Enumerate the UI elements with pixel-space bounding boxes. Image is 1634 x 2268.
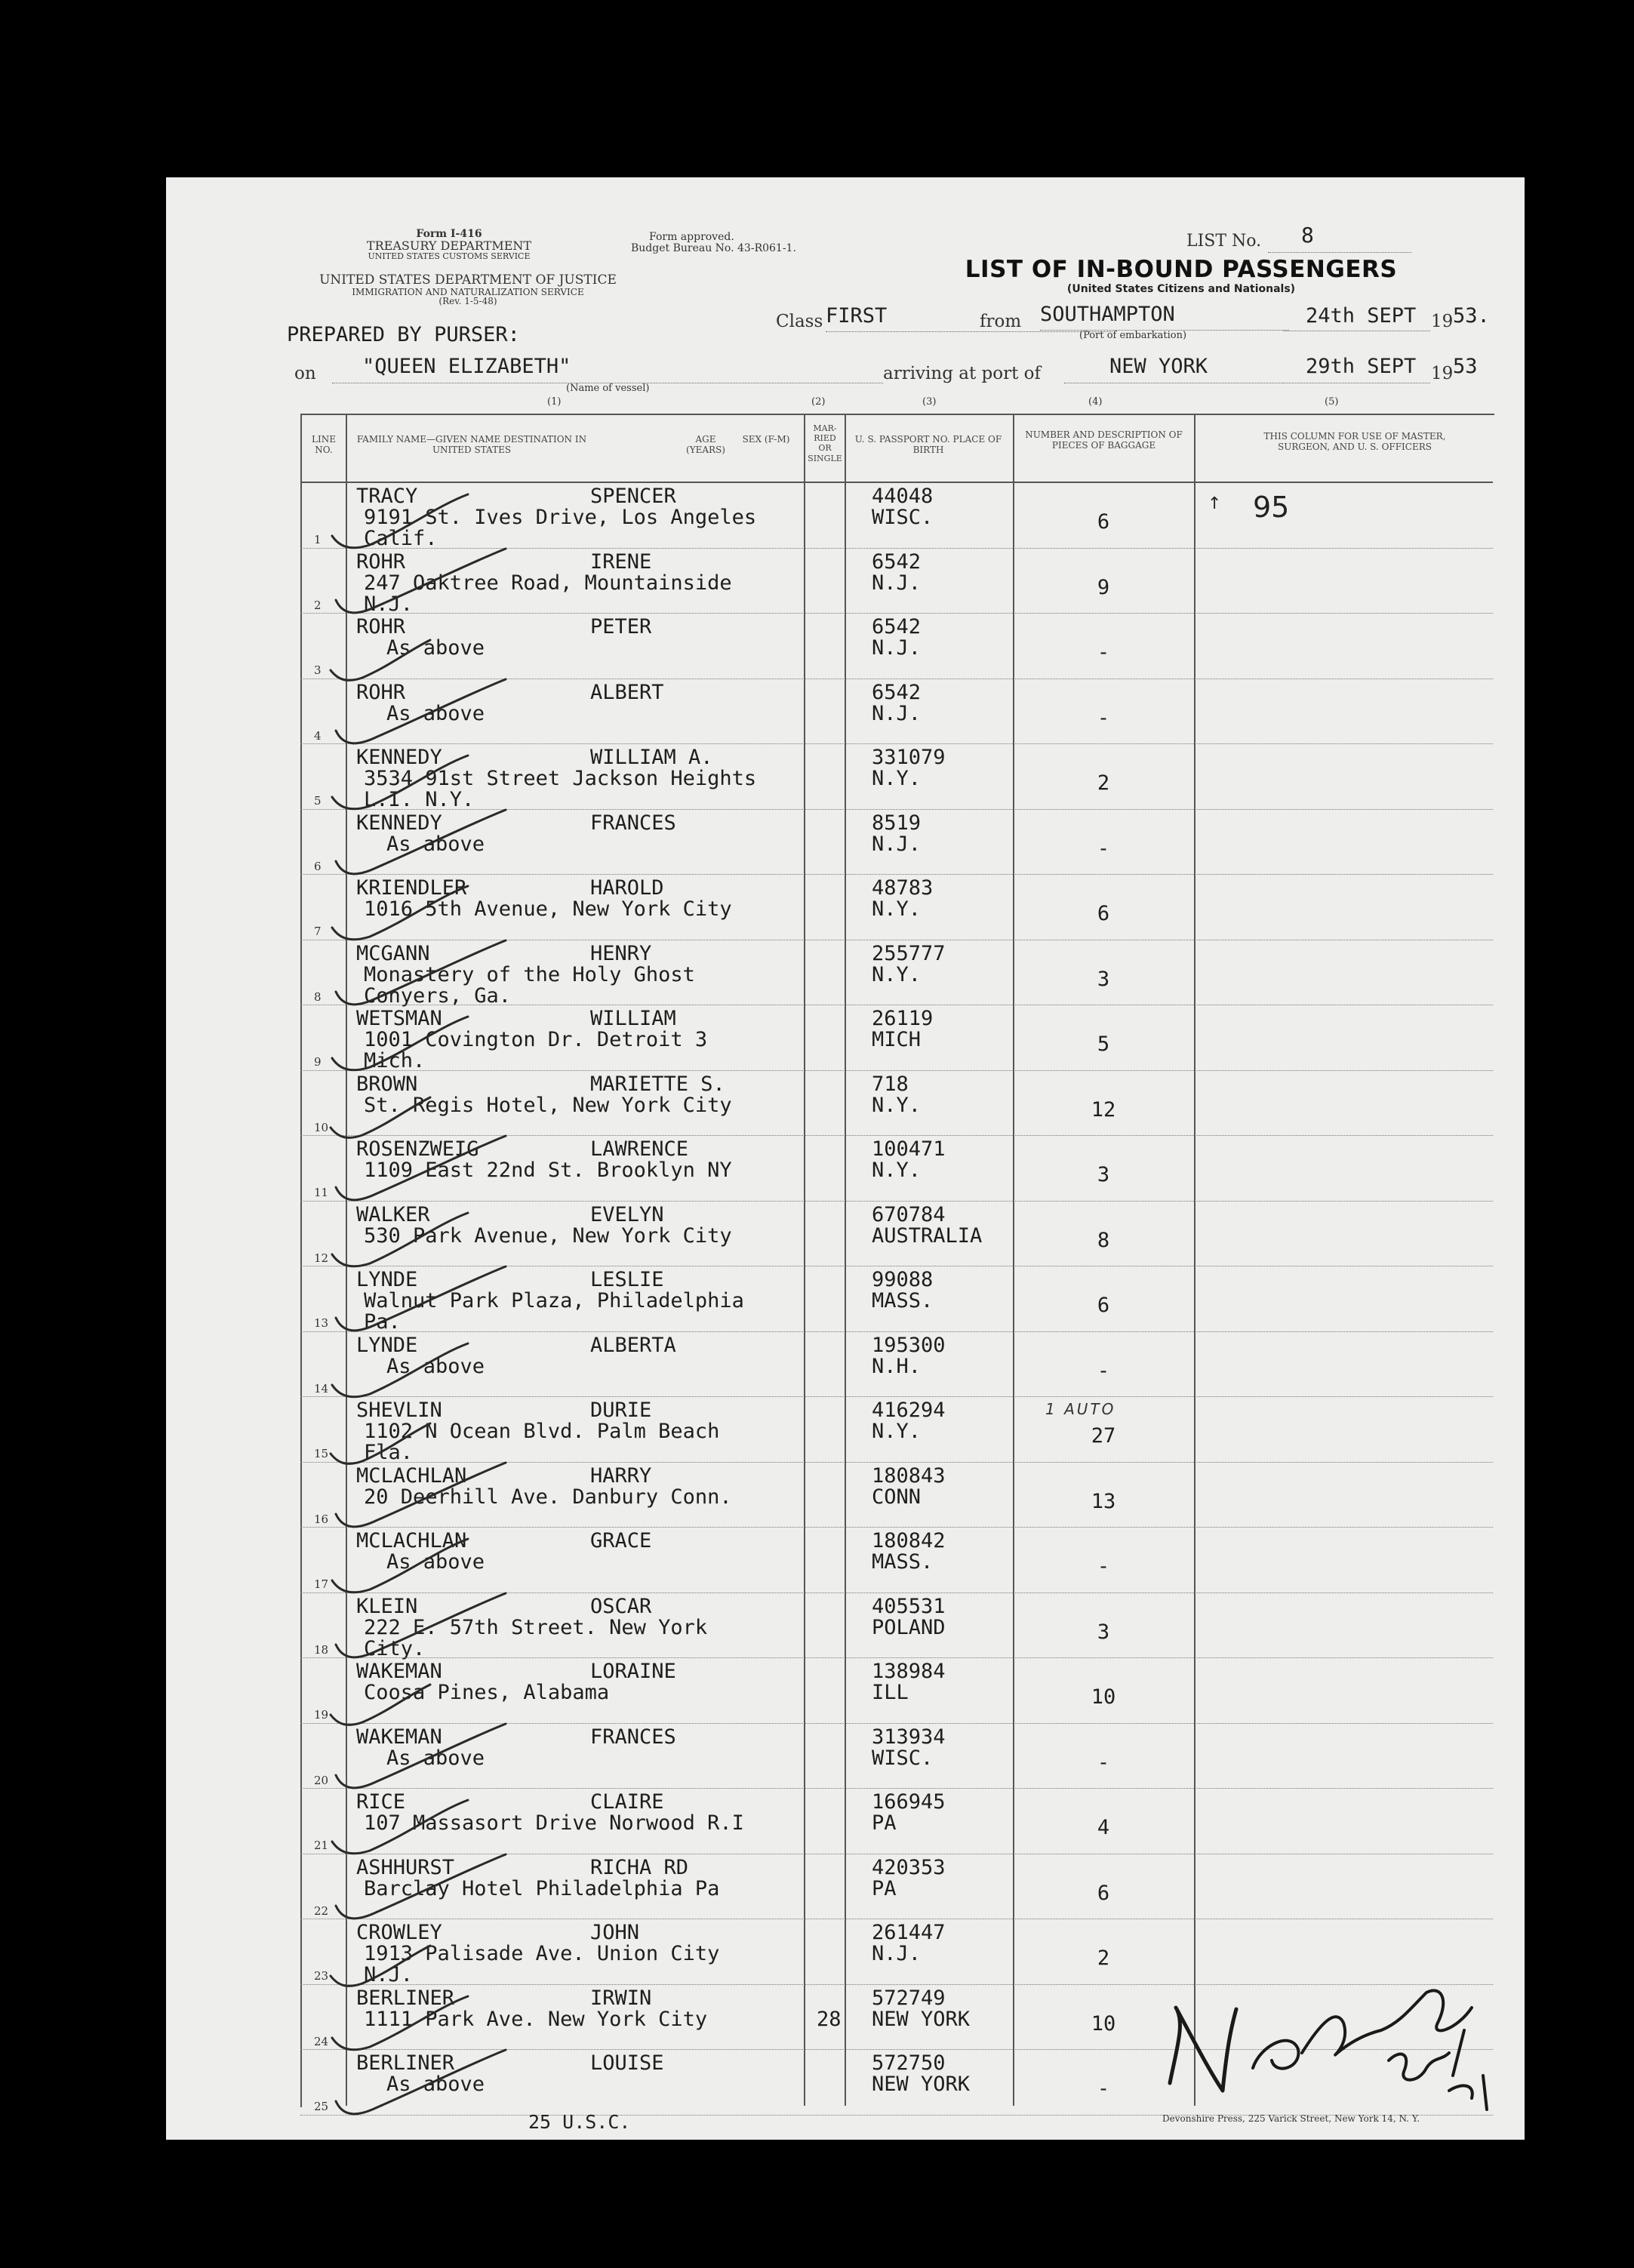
family-name: TRACY	[356, 485, 418, 508]
table-row	[166, 1463, 1525, 1528]
age: 28	[817, 2007, 842, 2031]
place-of-birth: PA	[872, 1811, 897, 1835]
table-row	[166, 1136, 1525, 1202]
vessel-name: "QUEEN ELIZABETH"	[332, 355, 883, 383]
destination-address: St. Regis Hotel, New York City	[364, 1093, 732, 1117]
passport-number: 718	[872, 1072, 909, 1096]
baggage-count: 8	[1097, 1228, 1110, 1252]
baggage-count: 10	[1091, 1685, 1116, 1709]
baggage-count: -	[1097, 641, 1110, 664]
family-name: ROHR	[356, 549, 406, 574]
baggage-count: -	[1097, 1750, 1110, 1774]
given-name: LESLIE	[590, 1268, 664, 1291]
family-name: ASHHURST	[356, 1855, 455, 1879]
passport-number: 255777	[872, 941, 946, 965]
passport-number: 180843	[872, 1463, 946, 1488]
given-name: LORAINE	[590, 1660, 676, 1683]
baggage-count: 6	[1097, 510, 1110, 534]
destination-address: 222 E. 57th Street. New York	[364, 1615, 708, 1639]
list-number: 8	[1301, 223, 1314, 248]
form-number: Form I-416	[416, 228, 482, 240]
baggage-count: -	[1097, 2077, 1110, 2100]
place-of-birth: N.J.	[872, 832, 922, 856]
destination-address: 20 Deerhill Ave. Danbury Conn.	[364, 1485, 732, 1509]
passport-number: 6542	[872, 615, 922, 639]
family-name: KLEIN	[356, 1594, 418, 1618]
place-of-birth: MASS.	[872, 1550, 934, 1574]
officer-annotation: 95	[1253, 491, 1290, 524]
printer-imprint: Devonshire Press, 225 Varick Street, New York 14, N. Y.	[1162, 2113, 1420, 2124]
place-of-birth: MASS.	[872, 1289, 934, 1312]
table-row	[166, 549, 1525, 614]
place-of-birth: N.H.	[872, 1354, 922, 1378]
place-of-birth: N.Y.	[872, 962, 922, 986]
passport-number: 416294	[872, 1399, 946, 1422]
baggage-count: 3	[1097, 967, 1110, 991]
given-name: PETER	[590, 615, 652, 639]
given-name: DURIE	[590, 1399, 652, 1422]
passport-number: 6542	[872, 549, 922, 574]
column-number-3: (3)	[922, 396, 937, 408]
baggage-count: 3	[1097, 1163, 1110, 1186]
family-name: ROHR	[356, 680, 406, 704]
passport-number: 138984	[872, 1660, 946, 1683]
column-number-2: (2)	[811, 396, 826, 408]
given-name: LOUISE	[590, 2051, 664, 2075]
baggage-count: -	[1097, 1359, 1110, 1383]
list-number-label: LIST No.	[1186, 232, 1262, 251]
given-name: HENRY	[590, 941, 652, 965]
passport-number: 166945	[872, 1790, 946, 1814]
family-name: KENNEDY	[356, 746, 442, 769]
header-age: AGE (YEARS)	[686, 434, 725, 456]
baggage-count: 10	[1091, 2011, 1116, 2036]
destination-address-line2: N.J.	[364, 592, 414, 616]
given-name: LAWRENCE	[590, 1137, 689, 1161]
arrival-port: NEW YORK	[1064, 355, 1283, 383]
destination-address: As above	[386, 832, 485, 856]
family-name: LYNDE	[356, 1333, 418, 1357]
form-title: LIST OF IN-BOUND PASSENGERS	[965, 256, 1398, 283]
passport-number: 572750	[872, 2051, 946, 2075]
place-of-birth: ILL	[872, 1681, 909, 1704]
destination-address: 1109 East 22nd St. Brooklyn NY	[364, 1159, 732, 1182]
table-row	[166, 940, 1525, 1006]
line-number: 22	[314, 1903, 329, 1918]
line-number: 16	[314, 1512, 329, 1526]
customs-service: UNITED STATES CUSTOMS SERVICE	[368, 251, 531, 262]
line-number: 20	[314, 1773, 329, 1787]
family-name: SHEVLIN	[356, 1399, 442, 1422]
passport-number: 100471	[872, 1137, 946, 1161]
departure-year-prefix: 19	[1431, 312, 1454, 331]
given-name: IRWIN	[590, 1986, 652, 2010]
family-name: MCGANN	[356, 941, 430, 965]
passport-number: 48783	[872, 876, 934, 900]
line-number: 25	[314, 2100, 329, 2113]
treasury-department: TREASURY DEPARTMENT	[366, 238, 532, 253]
destination-address-line2: Calif.	[364, 527, 438, 550]
baggage-count: 4	[1097, 1816, 1110, 1839]
header-married: MAR- RIED OR SINGLE	[808, 423, 842, 463]
auto-note: 1 AUTO	[1045, 1400, 1116, 1418]
header-sex: SEX (F-M)	[742, 434, 790, 445]
line-number: 12	[314, 1251, 329, 1265]
line-number: 1	[314, 533, 322, 546]
destination-address: Monastery of the Holy Ghost	[364, 962, 695, 986]
given-name: RICHA RD	[590, 1855, 689, 1879]
destination-address-line2: City.	[364, 1636, 426, 1660]
line-number: 10	[314, 1120, 329, 1134]
header-officers: THIS COLUMN FOR USE OF MASTER, SURGEON, AND U. S. OFFICERS	[1263, 431, 1446, 453]
line-number: 2	[314, 598, 322, 612]
destination-address-line2: Fla.	[364, 1441, 414, 1464]
given-name: SPENCER	[590, 485, 676, 508]
place-of-birth: N.J.	[872, 701, 922, 725]
place-of-birth: N.Y.	[872, 1093, 922, 1117]
passenger-list-form	[166, 177, 1525, 2140]
revision-date: (Rev. 1-5-48)	[439, 296, 497, 307]
baggage-count: 6	[1097, 1881, 1110, 1905]
passport-number: 44048	[872, 485, 934, 508]
place-of-birth: MICH	[872, 1028, 922, 1051]
baggage-count: 27	[1091, 1424, 1116, 1448]
family-name: WAKEMAN	[356, 1660, 442, 1683]
family-name: WETSMAN	[356, 1007, 442, 1030]
arrival-year: 53	[1453, 355, 1478, 378]
line-number: 18	[314, 1642, 329, 1657]
table-row	[166, 1919, 1525, 1985]
table-row	[166, 1593, 1525, 1659]
place-of-birth: NEW YORK	[872, 2007, 971, 2031]
from-label: from	[980, 312, 1022, 331]
table-row	[166, 614, 1525, 679]
place-of-birth: POLAND	[872, 1615, 946, 1639]
column-number-4: (4)	[1088, 396, 1103, 408]
budget-bureau: Budget Bureau No. 43-R061-1.	[631, 242, 796, 255]
table-row	[166, 1071, 1525, 1137]
destination-address: 1111 Park Ave. New York City	[364, 2007, 708, 2031]
baggage-count: 6	[1097, 902, 1110, 925]
table-row	[166, 744, 1525, 810]
baggage-count: 6	[1097, 1294, 1110, 1317]
officer-signature	[1140, 1977, 1502, 2113]
given-name: JOHN	[590, 1921, 640, 1944]
destination-address: 1001 Covington Dr. Detroit 3	[364, 1028, 708, 1051]
given-name: WILLIAM A.	[590, 746, 713, 769]
line-number: 8	[314, 989, 322, 1004]
footer-code: 25 U.S.C.	[528, 2111, 631, 2133]
family-name: ROHR	[356, 615, 406, 639]
destination-address: As above	[386, 2073, 485, 2096]
table-row	[166, 679, 1525, 745]
destination-address: Coosa Pines, Alabama	[364, 1681, 610, 1704]
family-name: BERLINER	[356, 1986, 455, 2010]
passport-number: 99088	[872, 1268, 934, 1291]
destination-address: As above	[386, 636, 485, 660]
place-of-birth: WISC.	[872, 1746, 934, 1770]
place-of-birth: N.J.	[872, 1942, 922, 1965]
given-name: HARRY	[590, 1463, 652, 1488]
table-row	[166, 1266, 1525, 1332]
departure-year: 53.	[1453, 304, 1490, 328]
baggage-count: 13	[1091, 1489, 1116, 1513]
baggage-count: 9	[1097, 575, 1110, 599]
line-number: 21	[314, 1839, 329, 1852]
baggage-count: 2	[1097, 1946, 1110, 1970]
header-baggage: NUMBER AND DESCRIPTION OF PIECES OF BAGGAGE	[1025, 429, 1183, 451]
line-number: 4	[314, 728, 322, 743]
tick-mark: ↑	[1208, 494, 1222, 513]
destination-address: 1102 N Ocean Blvd. Palm Beach	[364, 1420, 720, 1443]
vessel-note: (Name of vessel)	[566, 383, 650, 394]
baggage-count: 5	[1097, 1032, 1110, 1056]
department-of-justice: UNITED STATES DEPARTMENT OF JUSTICE	[319, 272, 617, 288]
place-of-birth: N.Y.	[872, 767, 922, 790]
passport-number: 670784	[872, 1202, 946, 1226]
family-name: LYNDE	[356, 1268, 418, 1291]
given-name: OSCAR	[590, 1594, 652, 1618]
family-name: BERLINER	[356, 2051, 455, 2075]
place-of-birth: N.Y.	[872, 897, 922, 921]
destination-address: 107 Massasort Drive Norwood R.I	[364, 1811, 744, 1835]
passport-number: 6542	[872, 680, 922, 704]
line-number: 23	[314, 1969, 329, 1983]
place-of-birth: CONN	[872, 1485, 922, 1509]
passport-number: 405531	[872, 1594, 946, 1618]
destination-address: 247 Oaktree Road, Mountainside	[364, 571, 732, 595]
place-of-birth: N.J.	[872, 636, 922, 660]
passport-number: 572749	[872, 1986, 946, 2010]
column-number-5: (5)	[1325, 396, 1339, 408]
line-number: 15	[314, 1447, 329, 1460]
line-number: 24	[314, 2034, 329, 2048]
passport-number: 180842	[872, 1529, 946, 1553]
place-of-birth: WISC.	[872, 506, 934, 529]
passport-number: 331079	[872, 746, 946, 769]
given-name: EVELYN	[590, 1202, 664, 1226]
destination-address: As above	[386, 1550, 485, 1574]
place-of-birth: N.Y.	[872, 1420, 922, 1443]
class-value: FIRST	[826, 304, 1112, 332]
destination-address: 1913 Palisade Ave. Union City	[364, 1942, 720, 1965]
destination-address-line2: Pa.	[364, 1310, 401, 1334]
given-name: WILLIAM	[590, 1007, 676, 1030]
family-name: KRIENDLER	[356, 876, 467, 900]
form-approved: Form approved.	[649, 231, 734, 243]
destination-address-line2: N.J.	[364, 1963, 414, 1986]
given-name: CLAIRE	[590, 1790, 664, 1814]
table-row	[166, 1397, 1525, 1463]
immigration-service: IMMIGRATION AND NATURALIZATION SERVICE	[352, 286, 584, 297]
given-name: ALBERTA	[590, 1333, 676, 1357]
line-number: 14	[314, 1381, 329, 1396]
given-name: ALBERT	[590, 680, 664, 704]
given-name: FRANCES	[590, 811, 676, 835]
line-number: 9	[314, 1055, 322, 1069]
destination-address: As above	[386, 1354, 485, 1378]
table-row	[166, 1005, 1525, 1071]
table-row	[166, 1202, 1525, 1267]
baggage-count: -	[1097, 706, 1110, 730]
table-row	[166, 1789, 1525, 1854]
departure-date: 24th SEPT	[1283, 304, 1430, 331]
line-number: 7	[314, 925, 322, 938]
destination-address: As above	[386, 701, 485, 725]
table-row	[166, 1854, 1525, 1920]
table-row	[166, 1658, 1525, 1724]
baggage-count: -	[1097, 1555, 1110, 1578]
line-number: 3	[314, 663, 322, 677]
destination-address-line2: L.I. N.Y.	[364, 788, 475, 811]
arrival-date: 29th SEPT	[1283, 355, 1430, 383]
line-number: 5	[314, 794, 322, 808]
passport-number: 261447	[872, 1921, 946, 1944]
family-name: ROSENZWEIG	[356, 1137, 479, 1161]
passport-number: 8519	[872, 811, 922, 835]
given-name: FRANCES	[590, 1725, 676, 1749]
destination-address: Barclay Hotel Philadelphia Pa	[364, 1876, 720, 1900]
line-number: 6	[314, 859, 322, 873]
given-name: HAROLD	[590, 876, 664, 900]
destination-address: As above	[386, 1746, 485, 1770]
place-of-birth: NEW YORK	[872, 2073, 971, 2096]
table-row	[166, 1528, 1525, 1593]
given-name: IRENE	[590, 549, 652, 574]
destination-address: 9191 St. Ives Drive, Los Angeles	[364, 506, 757, 529]
family-name: BROWN	[356, 1072, 418, 1096]
family-name: CROWLEY	[356, 1921, 442, 1944]
given-name: MARIETTE S.	[590, 1072, 725, 1096]
arrival-year-prefix: 19	[1431, 364, 1454, 383]
header-line-no: LINE NO.	[312, 434, 336, 456]
table-row	[166, 483, 1525, 549]
column-number-1: (1)	[547, 396, 562, 408]
baggage-count: 3	[1097, 1620, 1110, 1644]
on-label: on	[294, 364, 316, 383]
line-number: 11	[314, 1186, 329, 1199]
line-number: 19	[314, 1708, 329, 1722]
place-of-birth: PA	[872, 1876, 897, 1900]
prepared-by-purser: PREPARED BY PURSER:	[287, 323, 520, 346]
place-of-birth: AUSTRALIA	[872, 1223, 983, 1248]
family-name: MCLACHLAN	[356, 1529, 467, 1553]
family-name: WALKER	[356, 1202, 430, 1226]
given-name: GRACE	[590, 1529, 652, 1553]
form-subtitle: (United States Citizens and Nationals)	[1066, 283, 1296, 295]
destination-address: Walnut Park Plaza, Philadelphia	[364, 1289, 744, 1312]
family-name: RICE	[356, 1790, 406, 1814]
line-number: 17	[314, 1577, 329, 1591]
baggage-count: -	[1097, 836, 1110, 860]
table-row	[166, 1724, 1525, 1789]
destination-address-line2: Conyers, Ga.	[364, 983, 512, 1008]
family-name: KENNEDY	[356, 811, 442, 835]
table-row	[166, 1332, 1525, 1398]
destination-address: 3534 91st Street Jackson Heights	[364, 767, 757, 790]
arriving-label: arriving at port of	[883, 364, 1041, 383]
table-row	[166, 875, 1525, 940]
destination-address-line2: Mich.	[364, 1049, 426, 1072]
table-row	[166, 810, 1525, 876]
line-number: 13	[314, 1316, 329, 1330]
header-passport: U. S. PASSPORT NO. PLACE OF BIRTH	[854, 434, 1002, 456]
passport-number: 26119	[872, 1007, 934, 1030]
baggage-count: 2	[1097, 771, 1110, 795]
header-name: FAMILY NAME—GIVEN NAME DESTINATION IN UNITED STATES	[356, 434, 587, 456]
passport-number: 313934	[872, 1725, 946, 1749]
embarkation-note: (Port of embarkation)	[1079, 330, 1187, 341]
family-name: MCLACHLAN	[356, 1463, 467, 1488]
destination-address: 1016 5th Avenue, New York City	[364, 897, 732, 921]
place-of-birth: N.Y.	[872, 1159, 922, 1182]
class-label: Class	[776, 312, 823, 331]
embarkation-port: SOUTHAMPTON	[1040, 303, 1289, 331]
place-of-birth: N.J.	[872, 571, 922, 595]
family-name: WAKEMAN	[356, 1725, 442, 1749]
passport-number: 195300	[872, 1333, 946, 1357]
destination-address: 530 Park Avenue, New York City	[364, 1223, 732, 1248]
baggage-count: 12	[1091, 1097, 1116, 1122]
passport-number: 420353	[872, 1855, 946, 1879]
